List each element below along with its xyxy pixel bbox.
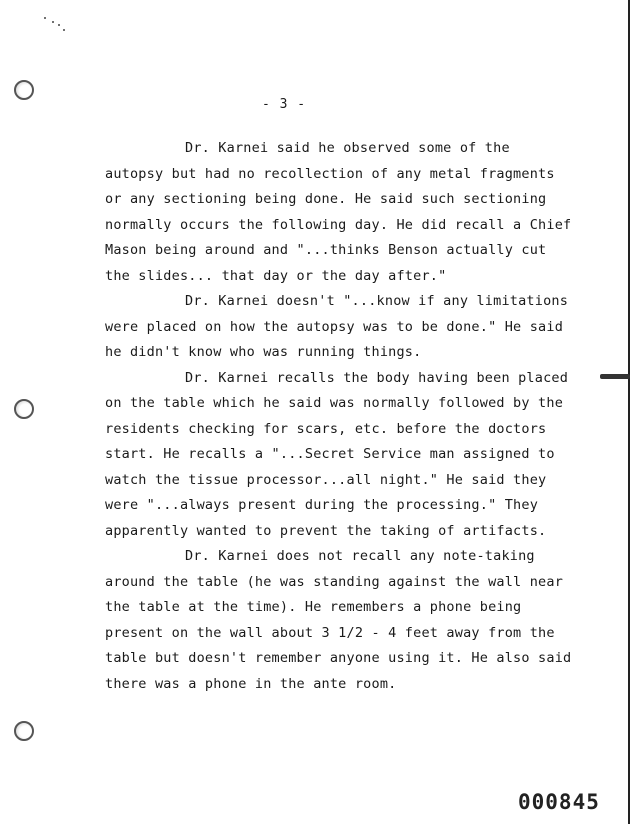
document-id-stamp: 000845 [518,790,600,814]
paper-speck [52,21,54,23]
paper-speck [44,17,46,19]
punch-hole-middle [14,399,34,419]
punch-hole-top [14,80,34,100]
body-text [105,136,575,697]
paper-speck [63,29,65,31]
punch-hole-bottom [14,721,34,741]
paragraph-4: Dr. Karnei does not recall any note-taking around the table (he was standing against the wall near the table at the time). He remembers a phone being present on the wall about 3 1/2 - 4 feet away from the table but doesn't remember anyone using it. He also said there was a phone in the ante room. [105,548,572,692]
paragraph-2: Dr. Karnei doesn't "...know if any limitations were placed on how the autopsy was to be done." He said he didn't know who was running things. [105,293,569,360]
paper-speck [58,24,60,26]
paragraph-3: Dr. Karnei recalls the body having been placed on the table which he said was normally followed by the residents checking for scars, etc. before the doctors start. He recalls a "...Secret Service man assigned to watch the tissue processor...all night." He said they were "...always present during the processing." They apparently wanted to prevent the taking of artifacts. [105,369,569,539]
paragraph-1: Dr. Karnei said he observed some of the autopsy but had no recollection of any metal fragments or any sectioning being done. He said such sectioning normally occurs the following day. He did recall a Chief Mason being around and "...thinks Benson actually cut the slides... that day or the day after." [105,140,572,284]
page-number: - 3 - [262,97,307,112]
edge-smudge-mark [600,374,630,379]
page-right-edge [628,0,630,824]
